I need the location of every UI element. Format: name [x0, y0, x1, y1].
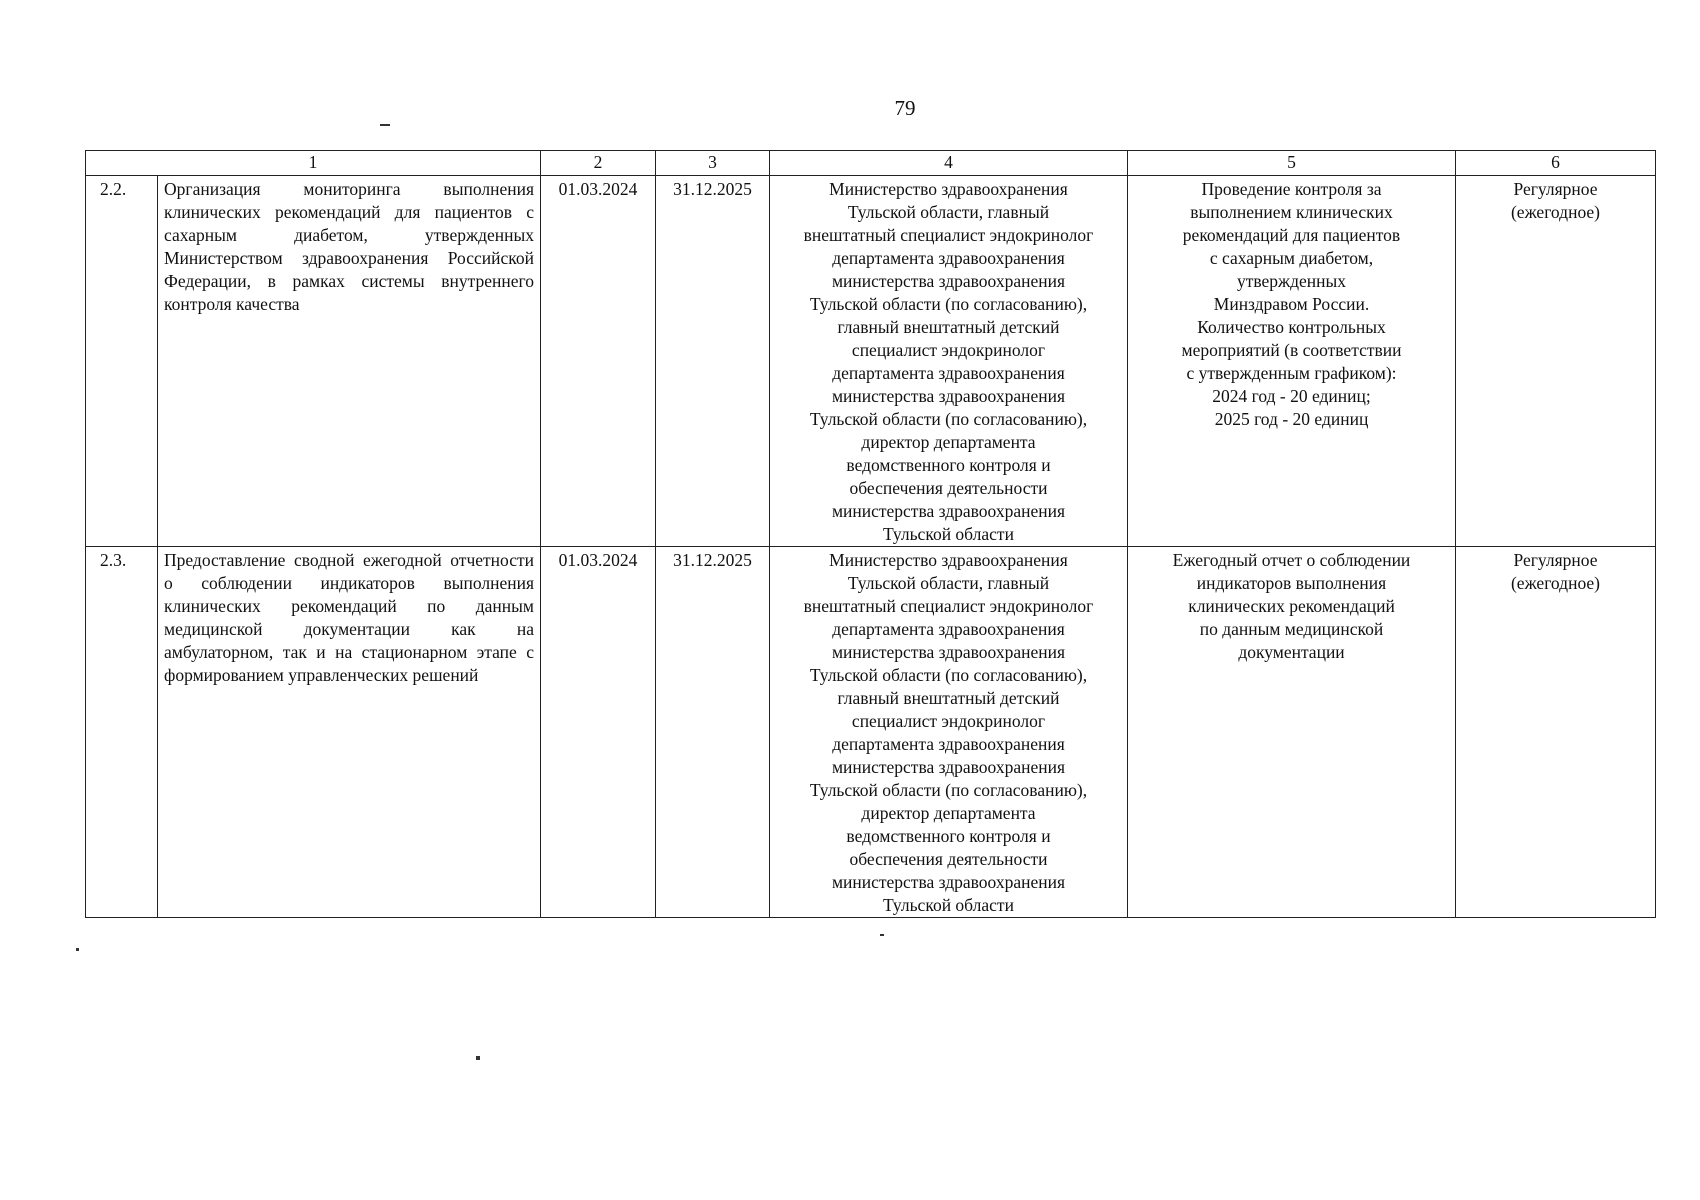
table-header-row: [86, 151, 1656, 176]
start-date: 01.03.2024: [541, 547, 656, 918]
expected-result: Проведение контроля за выполнением клинических рекомендаций для пациентов с сахарным диабетом, утвержденных Минздравом России. Количество контрольных мероприятий (в соответствии с утвержденным графиком): 2024 год - 20 единиц; 2025 год - 20 единиц: [1128, 176, 1456, 547]
end-date: 31.12.2025: [656, 176, 770, 547]
table-row: [86, 547, 1656, 918]
column-header-6: 6: [1456, 151, 1656, 176]
scan-speck: [476, 1056, 480, 1060]
column-header-5: 5: [1128, 151, 1456, 176]
action-plan-table: [85, 150, 1656, 918]
responsible-parties: Министерство здравоохранения Тульской области, главный внештатный специалист эндокринолог департамента здравоохранения министерства здравоохранения Тульской области (по согласованию), главный внештатный детский специалист эндокринолог департамента здравоохранения министерства здравоохранения Тульской области (по согласованию), директор департамента ведомственного контроля и обеспечения деятельности министерства здравоохранения Тульской области: [770, 176, 1128, 547]
scan-speck: [380, 124, 390, 126]
row-number: 2.3.: [86, 547, 158, 918]
event-type: Регулярное (ежегодное): [1456, 176, 1656, 547]
scan-speck: [76, 948, 79, 951]
scan-speck: [880, 934, 884, 936]
page-number: 79: [894, 96, 916, 120]
column-header-1: 1: [86, 151, 541, 176]
event-description: Предоставление сводной ежегодной отчетности о соблюдении индикаторов выполнения клинических рекомендаций по данным медицинской документации как на амбулаторном, так и на стационарном этапе с формированием управленческих решений: [158, 547, 541, 918]
start-date: 01.03.2024: [541, 176, 656, 547]
responsible-parties: Министерство здравоохранения Тульской области, главный внештатный специалист эндокринолог департамента здравоохранения министерства здравоохранения Тульской области (по согласованию), главный внештатный детский специалист эндокринолог департамента здравоохранения министерства здравоохранения Тульской области (по согласованию), директор департамента ведомственного контроля и обеспечения деятельности министерства здравоохранения Тульской области: [770, 547, 1128, 918]
column-header-4: 4: [770, 151, 1128, 176]
column-header-2: 2: [541, 151, 656, 176]
column-header-3: 3: [656, 151, 770, 176]
event-description: Организация мониторинга выполнения клинических рекомендаций для пациентов с сахарным диабетом, утвержденных Министерством здравоохранения Российской Федерации, в рамках системы внутреннего контроля качества: [158, 176, 541, 547]
expected-result: Ежегодный отчет о соблюдении индикаторов выполнения клинических рекомендаций по данным медицинской документации: [1128, 547, 1456, 918]
end-date: 31.12.2025: [656, 547, 770, 918]
event-type: Регулярное (ежегодное): [1456, 547, 1656, 918]
row-number: 2.2.: [86, 176, 158, 547]
table-row: [86, 176, 1656, 547]
